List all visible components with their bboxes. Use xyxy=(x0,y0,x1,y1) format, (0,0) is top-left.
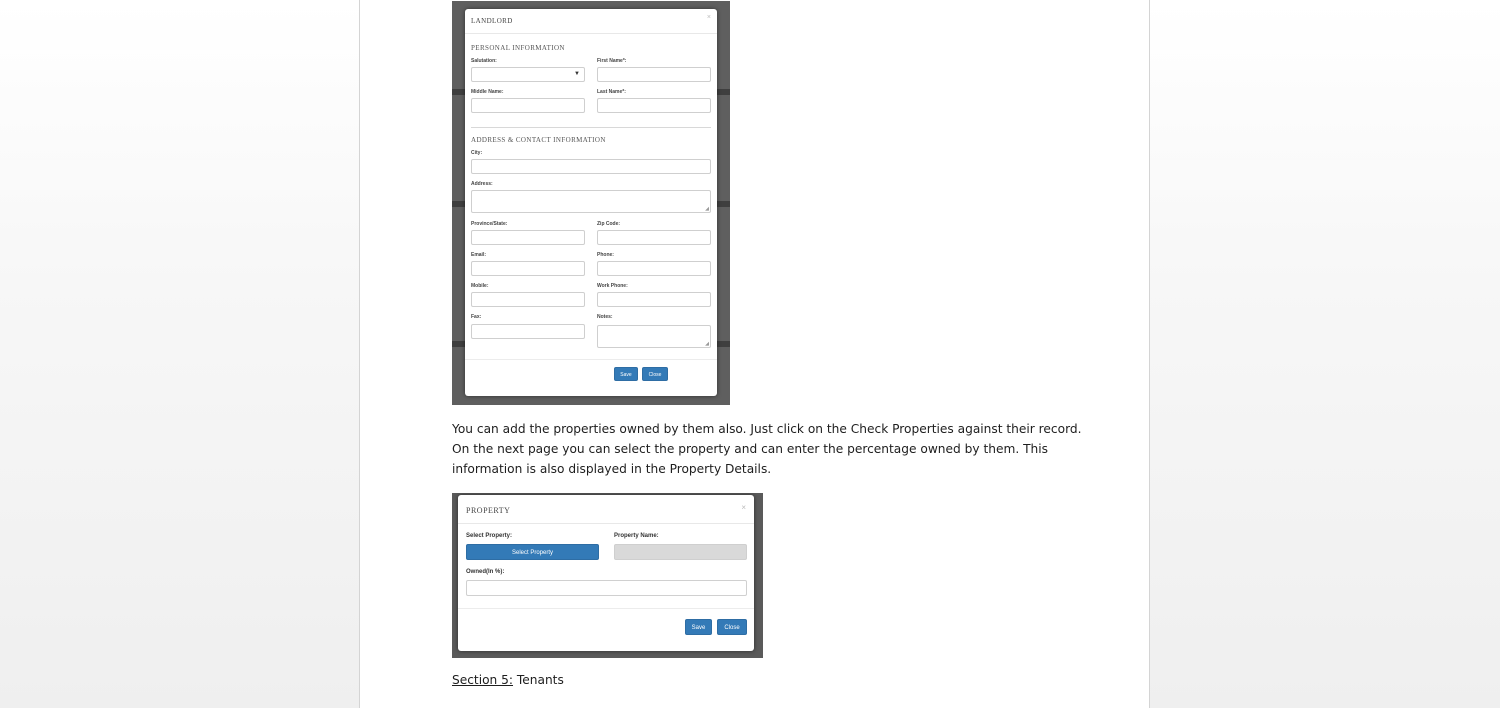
city-label: City: xyxy=(471,150,483,156)
owned-percent-field[interactable] xyxy=(466,580,747,596)
address-info-heading: ADDRESS & CONTACT INFORMATION xyxy=(471,136,606,144)
city-field[interactable] xyxy=(471,159,711,174)
close-icon[interactable]: × xyxy=(706,14,711,21)
modal-title: LANDLORD xyxy=(471,17,513,25)
zip-field[interactable] xyxy=(597,230,711,245)
province-field[interactable] xyxy=(471,230,585,245)
fax-label: Fax: xyxy=(471,314,482,320)
modal-title: PROPERTY xyxy=(466,506,511,515)
section-number: Section 5: xyxy=(452,673,514,687)
modal-footer-divider xyxy=(458,608,754,609)
section-heading xyxy=(452,673,564,687)
section-title: Tenants xyxy=(513,673,564,687)
save-button[interactable]: Save xyxy=(614,367,638,381)
personal-info-heading: PERSONAL INFORMATION xyxy=(471,44,565,52)
last-name-field[interactable] xyxy=(597,98,711,113)
fax-field[interactable] xyxy=(471,324,585,339)
select-property-label: Select Property: xyxy=(466,533,513,539)
address-textarea[interactable] xyxy=(471,190,711,213)
body-paragraph xyxy=(452,419,1082,479)
resize-grip-icon[interactable]: ◢ xyxy=(705,206,709,212)
phone-label: Phone: xyxy=(597,252,614,258)
close-icon[interactable]: × xyxy=(741,503,746,512)
address-label: Address: xyxy=(471,181,493,187)
section-divider xyxy=(471,127,711,128)
middle-name-label: Middle Name: xyxy=(471,89,504,95)
email-field[interactable] xyxy=(471,261,585,276)
work-phone-label: Work Phone: xyxy=(597,283,628,289)
first-name-label: First Name*: xyxy=(597,58,627,64)
email-label: Email: xyxy=(471,252,487,258)
triangle-down-icon: ▼ xyxy=(574,71,580,77)
work-phone-field[interactable] xyxy=(597,292,711,307)
mobile-field[interactable] xyxy=(471,292,585,307)
paragraph-line: On the next page you can select the property and can enter the percentage owned by them. This xyxy=(452,442,1048,456)
middle-name-field[interactable] xyxy=(471,98,585,113)
salutation-label: Salutation: xyxy=(471,58,497,64)
landlord-modal-screenshot xyxy=(452,1,730,405)
paragraph-line: You can add the properties owned by them also. Just click on the Check Properties against their record. xyxy=(452,422,1082,436)
property-name-field xyxy=(614,544,747,560)
modal-header xyxy=(458,495,754,524)
salutation-select[interactable] xyxy=(471,67,585,82)
resize-grip-icon[interactable]: ◢ xyxy=(705,341,709,347)
modal-header xyxy=(465,9,717,34)
last-name-label: Last Name*: xyxy=(597,89,626,95)
select-property-button[interactable]: Select Property xyxy=(466,544,599,560)
save-button[interactable]: Save xyxy=(685,619,712,635)
province-label: Province/State: xyxy=(471,221,508,227)
property-modal xyxy=(458,495,754,651)
owned-percent-label: Owned(In %): xyxy=(466,569,505,575)
close-button[interactable]: Close xyxy=(642,367,668,381)
property-name-label: Property Name: xyxy=(614,533,659,539)
modal-footer-divider xyxy=(465,359,717,360)
close-button[interactable]: Close xyxy=(717,619,747,635)
zip-label: Zip Code: xyxy=(597,221,621,227)
phone-field[interactable] xyxy=(597,261,711,276)
paragraph-line: information is also displayed in the Property Details. xyxy=(452,462,772,476)
notes-label: Notes: xyxy=(597,314,613,320)
notes-textarea[interactable] xyxy=(597,325,711,348)
landlord-modal xyxy=(465,9,717,396)
property-modal-screenshot xyxy=(452,493,763,658)
mobile-label: Mobile: xyxy=(471,283,489,289)
first-name-field[interactable] xyxy=(597,67,711,82)
